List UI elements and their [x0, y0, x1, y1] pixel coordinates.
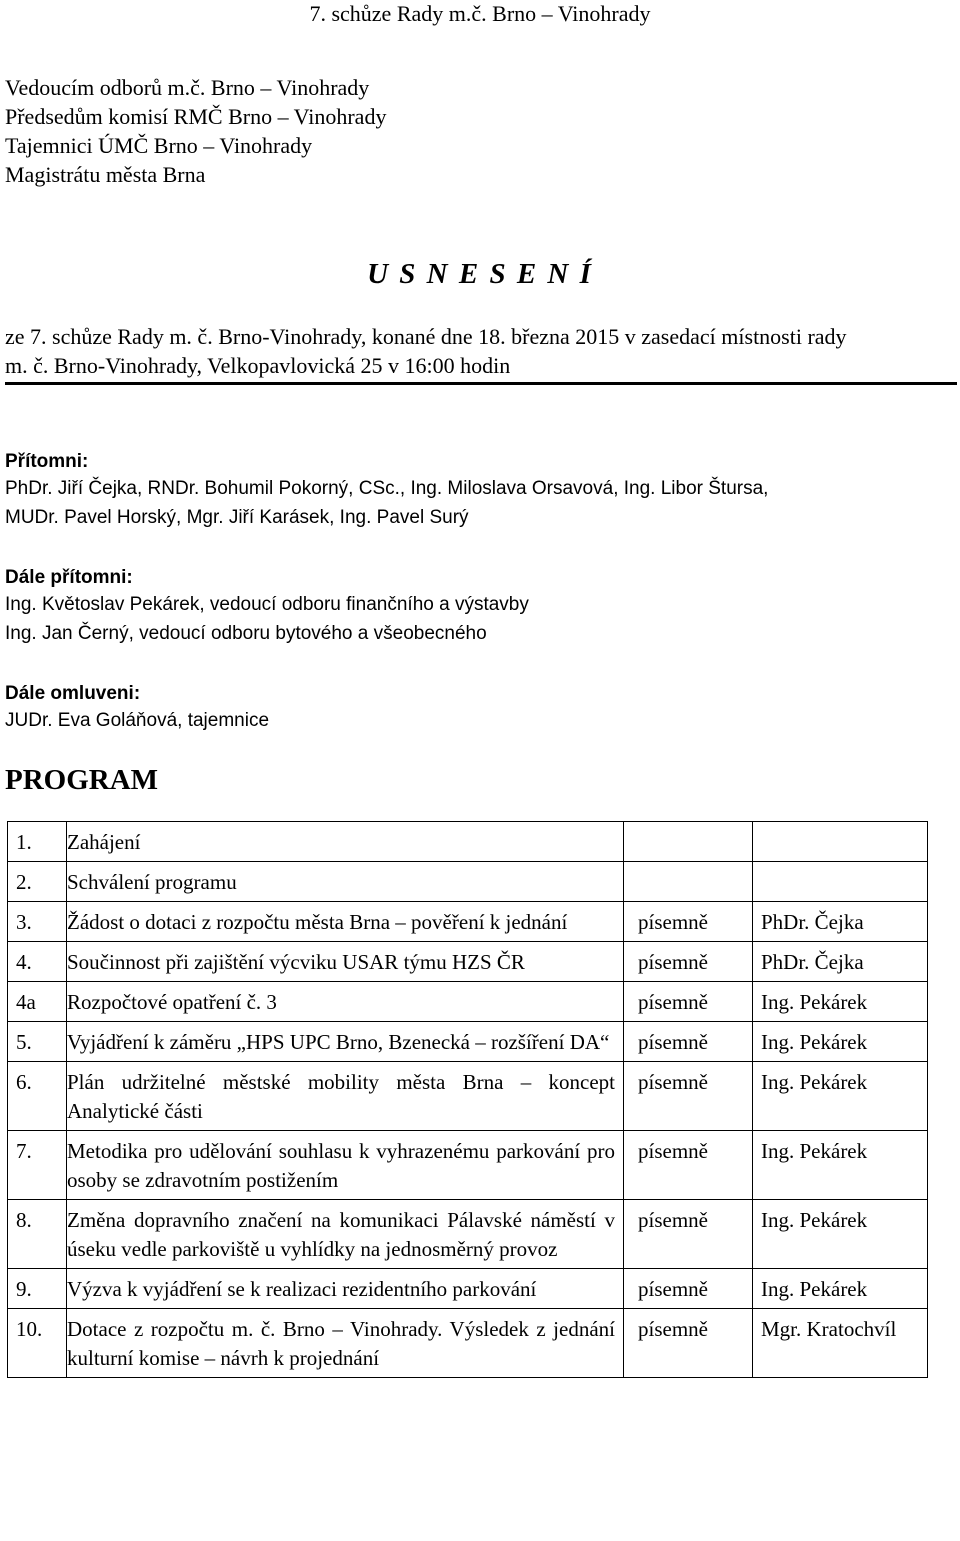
excused-line: JUDr. Eva Goláňová, tajemnice — [5, 710, 270, 731]
also-present-names — [5, 590, 960, 648]
item-number: 4. — [8, 942, 67, 982]
page-header-title: 7. schůze Rady m.č. Brno – Vinohrady — [309, 1, 651, 26]
recipient-line: Předsedům komisí RMČ Brno – Vinohrady — [5, 104, 387, 129]
item-mode: písemně — [624, 1200, 753, 1269]
item-number: 6. — [8, 1062, 67, 1131]
item-title: Schválení programu — [67, 862, 624, 902]
item-mode: písemně — [624, 1269, 753, 1309]
table-row — [8, 862, 928, 902]
item-title: Zahájení — [67, 822, 624, 862]
item-owner: Ing. Pekárek — [753, 1200, 928, 1269]
meeting-info — [5, 322, 957, 380]
recipient-line: Tajemnici ÚMČ Brno – Vinohrady — [5, 133, 313, 158]
item-title: Výzva k vyjádření se k realizaci rezidentního parkování — [67, 1269, 624, 1309]
item-number: 5. — [8, 1022, 67, 1062]
table-row — [8, 1062, 928, 1131]
program-table — [7, 821, 928, 1378]
recipients-list — [5, 73, 386, 189]
table-row — [8, 1022, 928, 1062]
present-names — [5, 474, 960, 532]
program-heading: PROGRAM — [5, 764, 159, 796]
item-number: 3. — [8, 902, 67, 942]
item-number: 7. — [8, 1131, 67, 1200]
table-row — [8, 1131, 928, 1200]
resolution-heading: U S N E S E N Í — [367, 258, 593, 290]
item-mode: písemně — [624, 982, 753, 1022]
item-title: Rozpočtové opatření č. 3 — [67, 982, 624, 1022]
item-owner: Ing. Pekárek — [753, 1022, 928, 1062]
item-mode: písemně — [624, 1131, 753, 1200]
item-number: 2. — [8, 862, 67, 902]
item-owner: Ing. Pekárek — [753, 982, 928, 1022]
item-title: Dotace z rozpočtu m. č. Brno – Vinohrady. Výsledek z jednání kulturní komise – návrh k projednání — [67, 1309, 624, 1378]
recipient-line: Magistrátu města Brna — [5, 162, 206, 187]
table-row — [8, 1269, 928, 1309]
table-row — [8, 822, 928, 862]
table-row — [8, 942, 928, 982]
item-number: 10. — [8, 1309, 67, 1378]
excused-label: Dále omluveni: — [5, 683, 141, 704]
excused-names — [5, 706, 960, 735]
item-title: Metodika pro udělování souhlasu k vyhrazenému parkování pro osoby se zdravotním postižením — [67, 1131, 624, 1200]
meeting-info-line: m. č. Brno-Vinohrady, Velkopavlovická 25 v 16:00 hodin — [5, 353, 511, 378]
item-owner: PhDr. Čejka — [753, 942, 928, 982]
item-mode: písemně — [624, 1062, 753, 1131]
item-title: Vyjádření k záměru „HPS UPC Brno, Bzenecká – rozšíření DA“ — [67, 1022, 624, 1062]
present-label: Přítomni: — [5, 451, 89, 472]
item-number: 4a — [8, 982, 67, 1022]
recipient-line: Vedoucím odborů m.č. Brno – Vinohrady — [5, 75, 370, 100]
item-title: Součinnost při zajištění výcviku USAR týmu HZS ČR — [67, 942, 624, 982]
item-mode: písemně — [624, 1022, 753, 1062]
item-owner: Ing. Pekárek — [753, 1269, 928, 1309]
table-row — [8, 902, 928, 942]
item-owner — [753, 862, 928, 902]
item-number: 8. — [8, 1200, 67, 1269]
item-number: 1. — [8, 822, 67, 862]
item-owner: Ing. Pekárek — [753, 1062, 928, 1131]
item-number: 9. — [8, 1269, 67, 1309]
also-present-label: Dále přítomni: — [5, 567, 133, 588]
item-mode: písemně — [624, 1309, 753, 1378]
item-owner: Ing. Pekárek — [753, 1131, 928, 1200]
item-title: Změna dopravního značení na komunikaci Pálavské náměstí v úseku vedle parkoviště u vyhlídky na jednosměrný provoz — [67, 1200, 624, 1269]
item-mode — [624, 822, 753, 862]
table-row — [8, 1200, 928, 1269]
also-present-line: Ing. Květoslav Pekárek, vedoucí odboru finančního a výstavby — [5, 594, 529, 615]
item-title: Žádost o dotaci z rozpočtu města Brna – pověření k jednání — [67, 902, 624, 942]
item-mode: písemně — [624, 942, 753, 982]
item-mode — [624, 862, 753, 902]
item-owner — [753, 822, 928, 862]
meeting-info-line: ze 7. schůze Rady m. č. Brno-Vinohrady, konané dne 18. března 2015 v zasedací místnosti rady — [5, 324, 847, 349]
table-row — [8, 1309, 928, 1378]
item-mode: písemně — [624, 902, 753, 942]
item-owner: Mgr. Kratochvíl — [753, 1309, 928, 1378]
item-owner: PhDr. Čejka — [753, 902, 928, 942]
present-line: PhDr. Jiří Čejka, RNDr. Bohumil Pokorný, CSc., Ing. Miloslava Orsavová, Ing. Libor Štursa, — [5, 478, 769, 499]
present-line: MUDr. Pavel Horský, Mgr. Jiří Karásek, Ing. Pavel Surý — [5, 507, 469, 528]
item-title: Plán udržitelné městské mobility města Brna – koncept Analytické části — [67, 1062, 624, 1131]
table-row — [8, 982, 928, 1022]
heading-divider — [5, 382, 957, 385]
also-present-line: Ing. Jan Černý, vedoucí odboru bytového a všeobecného — [5, 623, 487, 644]
